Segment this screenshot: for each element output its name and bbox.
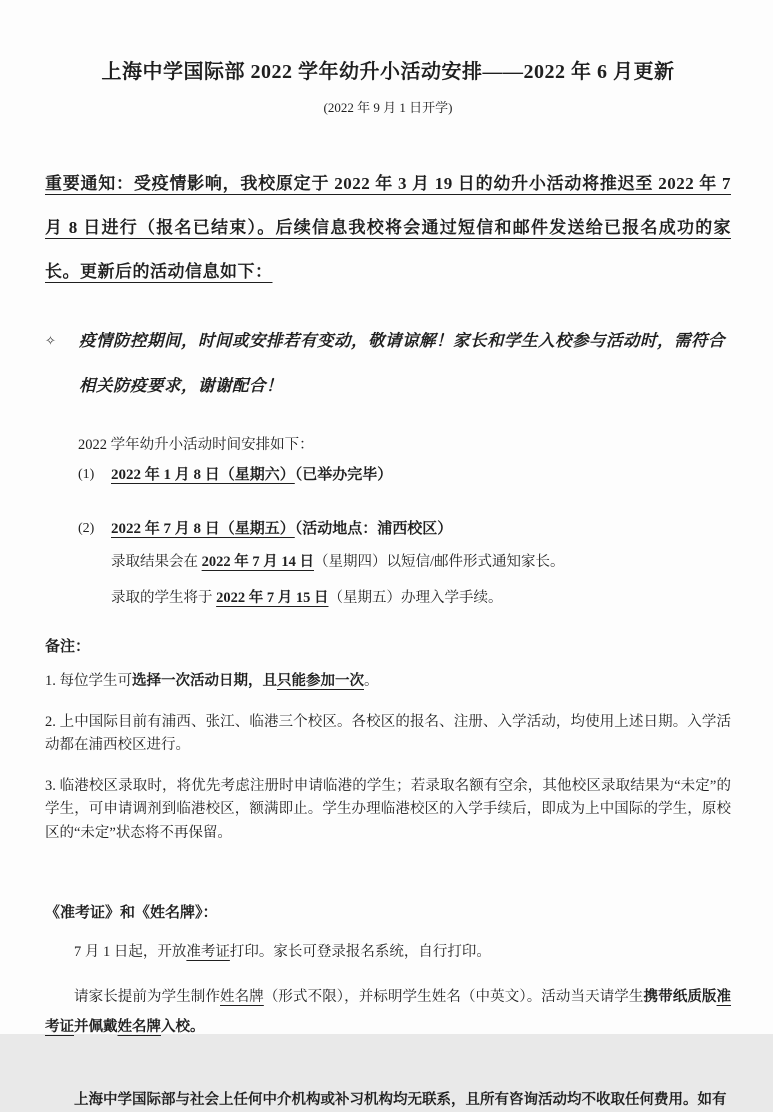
schedule-item-1-number: (1) — [78, 467, 95, 482]
documents-section — [45, 901, 731, 1042]
schedule-item-2-number: (2) — [78, 521, 95, 536]
schedule-section — [45, 434, 731, 613]
admission-result-notice: 录取结果会在 2022 年 7 月 14 日（星期四）以短信/邮件形式通知家长。 — [111, 554, 565, 570]
schedule-item-2-text: 2022 年 7 月 8 日（星期五）（活动地点：浦西校区） — [111, 521, 453, 537]
disclaimer-footer: 上海中学国际部与社会上任何中介机构或补习机构均无联系，且所有咨询活动均不收取任何费用。如有 — [74, 1092, 727, 1108]
remark-1: 1. 每位学生可选择一次活动日期，且只能参加一次。 — [45, 673, 379, 689]
documents-heading: 《准考证》和《姓名牌》： — [45, 905, 218, 921]
name-badge-paragraph: 请家长提前为学生制作姓名牌（形式不限），并标明学生姓名（中英文）。活动当天请学生携带纸质版准考证并佩戴姓名牌入校。 — [45, 989, 732, 1035]
remarks-label: 备注： — [45, 639, 91, 655]
important-notice: 重要通知：受疫情影响，我校原定于 2022 年 3 月 19 日的幼升小活动将推迟至 2022 年 7 月 8 日进行（报名已结束）。后续信息我校将会通过短信和邮件发送给已报名成功的家长。更新后的活动信息如下： — [45, 174, 731, 281]
covid-precaution-note — [45, 318, 731, 408]
schedule-item-1 — [78, 463, 731, 487]
schedule-item-1-text: 2022 年 1 月 8 日（星期六）（已举办完毕） — [111, 467, 393, 483]
remarks-section — [45, 635, 731, 845]
enrollment-procedure-notice: 录取的学生将于 2022 年 7 月 15 日（星期五）办理入学手续。 — [111, 590, 503, 606]
remark-3: 3. 临港校区录取时，将优先考虑注册时申请临港的学生；若录取名额有空余，其他校区录取结果为“未定”的学生，可申请调剂到临港校区，额满即止。学生办理临港校区的入学手续后，即成为上中国际的学生，原校区的“未定”状态将不再保留。 — [45, 777, 731, 841]
admission-ticket-paragraph: 7 月 1 日起，开放准考证打印。家长可登录报名系统，自行打印。 — [74, 944, 491, 960]
schedule-item-2 — [78, 517, 731, 541]
page-title: 上海中学国际部 2022 学年幼升小活动安排——2022 年 6 月更新 — [101, 61, 675, 83]
schedule-intro: 2022 学年幼升小活动时间安排如下： — [78, 437, 314, 453]
diamond-bullet-icon: ✧ — [45, 333, 56, 348]
page-subtitle: (2022 年 9 月 1 日开学) — [323, 100, 453, 115]
covid-precaution-text: 疫情防控期间，时间或安排若有变动，敬请谅解！家长和学生入校参与活动时，需符合相关防疫要求，谢谢配合！ — [79, 331, 725, 395]
remark-2: 2. 上中国际目前有浦西、张江、临港三个校区。各校区的报名、注册、入学活动，均使用上述日期。入学活动都在浦西校区进行。 — [45, 713, 731, 753]
